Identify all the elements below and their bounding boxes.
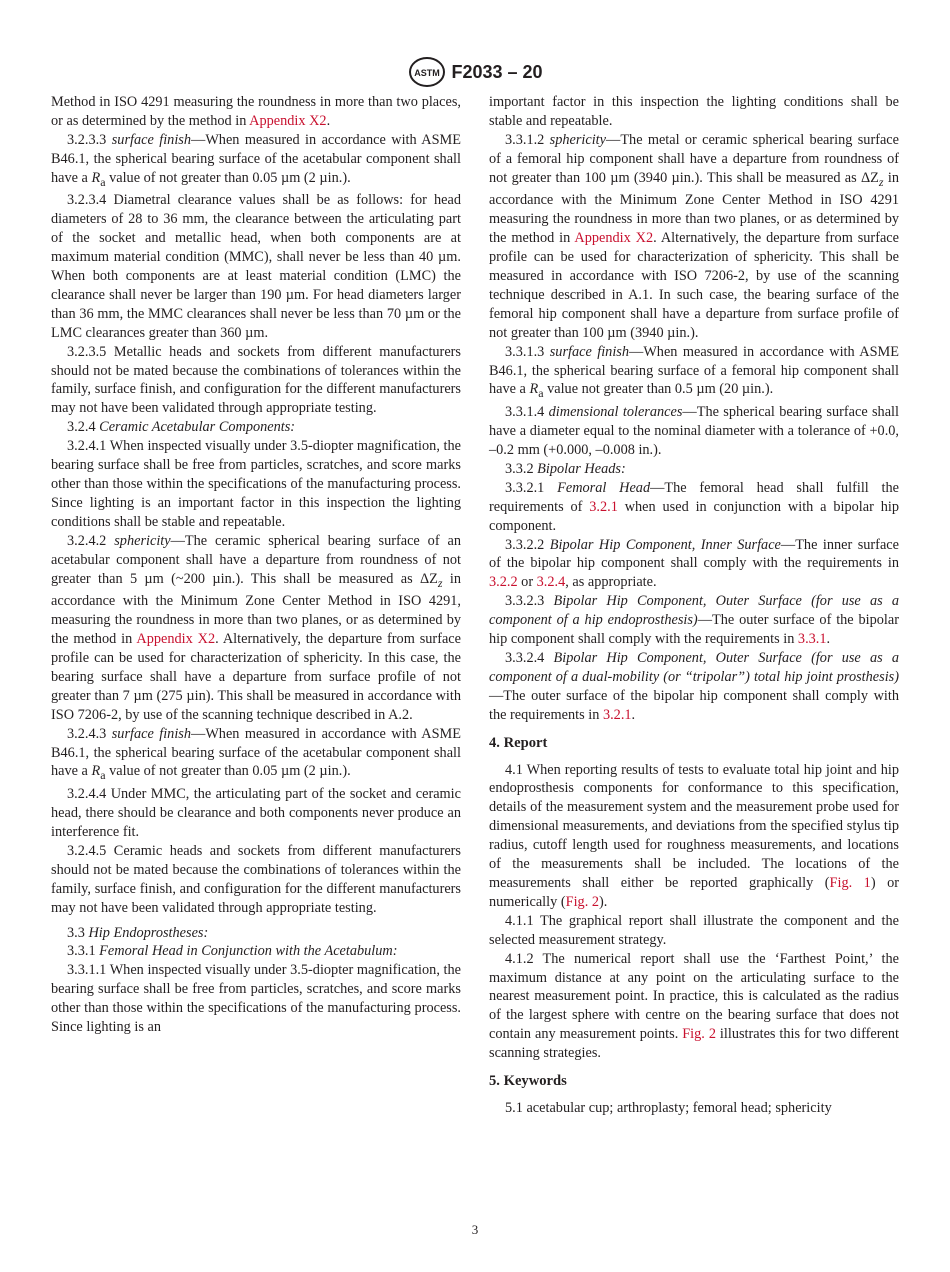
paragraph-3-2-3-3: 3.2.3.3 surface finish—When measured in accordance with ASME B46.1, the spherical bearing surface of the acetabular component shall have a $R_a$ value of not greater than 0.05 µm (2 µin.). [51, 131, 462, 189]
heading-3-2-4: 3.2.4 Ceramic Acetabular Components: [67, 419, 296, 436]
section-3-2-2-link[interactable]: 3.2.2 [489, 574, 518, 591]
fig-1-link[interactable]: Fig. 1 [829, 874, 871, 891]
heading-3-3-1: 3.3.1 Femoral Head in Conjunction with the Acetabulum: [67, 943, 398, 960]
section-3-2-1-link[interactable]: 3.2.1 [602, 706, 632, 723]
paragraph-3-2-3-5: 3.2.3.5 Metallic heads and sockets from different manufacturers should not be mated because the combinations of tolerances within the family, surface finish, and configuration for the different manufacturers may not have been validated through appropriate testing. [51, 343, 461, 417]
section-heading-report: 4. Report [489, 734, 548, 751]
paragraph-3-3-2-3: 3.3.2.3 Bipolar Hip Component, Outer Surface (for use as a component of a hip endoprosthesis)—The outer surface of the bipolar hip component shall comply with the requirements in 3.3.1. [489, 593, 900, 648]
paragraph-3-2-4-5: 3.2.4.5 Ceramic heads and sockets from different manufacturers should not be mated because the combinations of tolerances within the family, surface finish, and configuration for the different manufacturers may not have been validated through appropriate testing. [51, 842, 461, 916]
paragraph-3-2-4-2: 3.2.4.2 sphericity—The ceramic spherical bearing surface of an acetabular component shall have a departure from roundness of not greater than 5 µm (~200 µin.). This shall be measured as $\Delta Z_z$ in accordance with the Minimum Zone Center Method in ISO 4291, measuring the roundness in more than two planes, or as determined by the method in Appendix X2. Alternatively, the departure from surface profile can be used for characterization of sphericity. In this case, the bearing surface shall have a departure from surface profile of not greater than 7 µm (275 µin). This shall be measured in accordance with ISO 7206-2, by use of the scanning technique described in A.2. [51, 532, 462, 723]
paragraph-3-2-4-4: 3.2.4.4 Under MMC, the articulating part of the socket and ceramic head, there should be clearance and both components never produce an interference fit. [51, 786, 461, 841]
astm-logo-icon [407, 56, 447, 88]
page-number: 3 [471, 1222, 479, 1237]
fig-2-link[interactable]: Fig. 2 [682, 1026, 716, 1043]
fig-2-link[interactable]: Fig. 2 [565, 893, 599, 910]
paragraph-3-2-3-4: 3.2.3.4 Diametral clearance values shall be as follows: for head diameters of 28 to 36 mm, the clearance between the articulating part of the socket and metallic head, when both components are at maximum material condition (MMC), shall never be less than 40 µm. When both components are at least material condition (LMC) the clearance shall never be larger than 190 µm. For head diameters larger than 36 mm, the MMC clearances shall never be less than 70 µm or the LMC clearances greater than 360 µm. [51, 192, 461, 341]
appendix-x2-link[interactable]: Appendix X2 [136, 631, 216, 648]
paragraph-5-1: 5.1 acetabular cup; arthroplasty; femoral head; sphericity [505, 1099, 832, 1116]
appendix-x2-link[interactable]: Appendix X2 [574, 230, 654, 247]
paragraph-3-2-4-1: 3.2.4.1 When inspected visually under 3.5-diopter magnification, the bearing surface shall be free from particles, scratches, and score marks other than those within the specifications of the manufacturing process. Since lighting is an important factor in this inspection the lighting conditions shall be stable and repeatable. [51, 438, 461, 530]
left-column [51, 93, 461, 1037]
paragraph-3-3-2-1: 3.3.2.1 Femoral Head—The femoral head shall fulfill the requirements of 3.2.1 when used in conjunction with a bipolar hip component. [489, 479, 900, 534]
appendix-x2-link[interactable]: Appendix X2 [249, 112, 327, 129]
section-3-3-1-link[interactable]: 3.3.1 [797, 631, 827, 648]
paragraph-3-3-1-3: 3.3.1.3 surface finish—When measured in accordance with ASME B46.1, the spherical bearing surface of a femoral hip component shall have a $R_a$ value not greater than 0.5 µm (20 µin.). [489, 343, 900, 401]
paragraph-4-1: 4.1 When reporting results of tests to evaluate total hip joint and hip endoprosthesis components for conformance to this specification, details of the measurement system and the measurement probe used for dimensional measurements, and deviations from the specified stylus tip radius, cutoff length used for roughness measurements, and locations of the measurements shall be included. The locations of the measurements shall either be reported graphically (Fig. 1) or numerically (Fig. 2). [489, 761, 899, 910]
paragraph-3-3-1-4: 3.3.1.4 dimensional tolerances—The spherical bearing surface shall have a diameter equal to the nominal diameter with a tolerance of +0.0, –0.2 mm (+0.000, –0.008 in.). [489, 404, 899, 459]
svg-text:ASTM: ASTM [414, 68, 441, 78]
paragraph-3-2-4-3: 3.2.4.3 surface finish—When measured in accordance with ASME B46.1, the spherical bearing surface of the acetabular component shall have a $R_a$ value of not greater than 0.05 µm (2 µin.). [51, 725, 462, 783]
heading-3-3: 3.3 Hip Endoprostheses: [67, 924, 209, 941]
paragraph-3-3-1-2: 3.3.1.2 sphericity—The metal or ceramic spherical bearing surface of a femoral hip component shall have a departure from roundness of not greater than 100 µm (3940 µin.). This shall be measured as $\Delta Z_z$ in accordance with the Minimum Zone Center Method in ISO 4291 measuring the roundness in more than two planes, or as determined by the method in Appendix X2. Alternatively, the departure from surface profile can be used for characterization of sphericity. This shall be measured in accordance with ISO 7206-2, by use of the scanning technique described in A.1. In such case, the bearing surface of the femoral hip component shall have a departure from surface profile of not greater than 100 µm (3940 µin.). [489, 131, 899, 341]
document-designation: F2033 – 20 [451, 61, 543, 82]
paragraph-3-3-1-1: 3.3.1.1 When inspected visually under 3.5-diopter magnification, the bearing surface shall be free from particles, scratches, and score marks other than those within the specifications of the manufacturing process. Since lighting is an [51, 962, 461, 1036]
section-3-2-4-link[interactable]: 3.2.4 [536, 574, 566, 591]
paragraph: important factor in this inspection the lighting conditions shall be stable and repeatable. [489, 94, 899, 129]
section-heading-keywords: 5. Keywords [489, 1073, 567, 1090]
page-header [0, 56, 950, 88]
section-3-2-1-link[interactable]: 3.2.1 [589, 498, 618, 515]
right-column [489, 93, 899, 1118]
paragraph-3-3-2-2: 3.3.2.2 Bipolar Hip Component, Inner Surface—The inner surface of the bipolar hip component shall comply with the requirements in 3.2.2 or 3.2.4, as appropriate. [489, 536, 899, 591]
paragraph-4-1-2: 4.1.2 The numerical report shall use the ‘Farthest Point,’ the maximum distance at any point on the articulating surface to the nearest measurement point. In practice, this is calculated as the radius of the largest sphere with centre on the bearing surface that does not contain any measurement points. Fig. 2 illustrates this for two different scanning strategies. [489, 950, 899, 1062]
heading-3-3-2: 3.3.2 Bipolar Heads: [505, 460, 626, 477]
paragraph-4-1-1: 4.1.1 The graphical report shall illustrate the component and the selected measurement strategy. [489, 912, 899, 948]
paragraph-3-3-2-4: 3.3.2.4 Bipolar Hip Component, Outer Surface (for use as a component of a dual-mobility (or “tripolar”) total hip joint prosthesis)—The outer surface of the bipolar hip component shall comply with the requirements in 3.2.1. [489, 650, 899, 723]
paragraph: Method in ISO 4291 measuring the roundness in more than two places, or as determined by the method in Appendix X2. [51, 94, 461, 129]
